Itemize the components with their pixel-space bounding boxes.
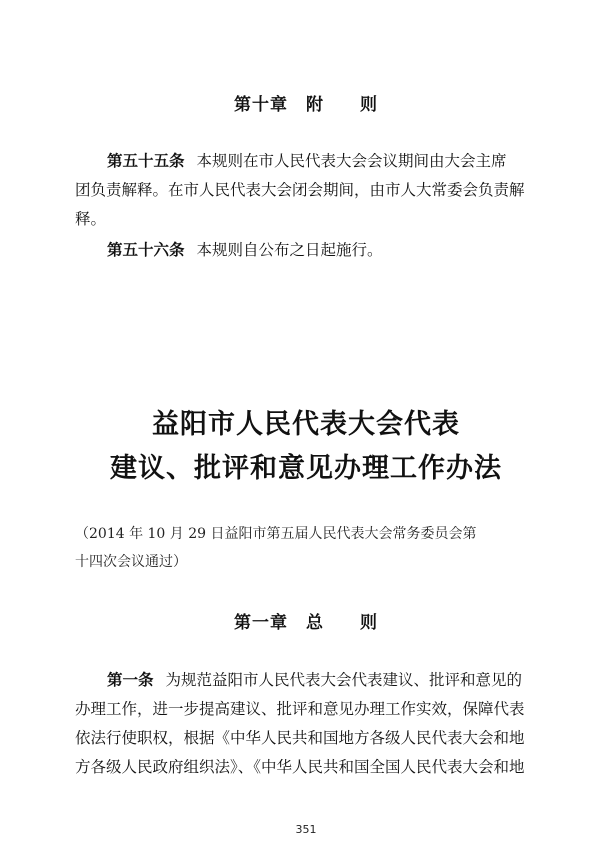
adoption-note [75,520,545,576]
chapter-1-heading: 第一章 总 则 [234,613,378,633]
adoption-note-line-1: （2014 年 10 月 29 日益阳市第五届人民代表大会常务委员会第 [75,526,477,542]
article-55-line-3: 释。 [75,210,107,228]
article-55 [75,147,537,234]
article-56-line-1 [107,236,537,265]
adoption-note-line-2: 十四次会议通过） [75,554,187,570]
document-title-line-2: 建议、批评和意见办理工作办法 [110,453,502,484]
article-1-line-3: 依法行使职权，根据《中华人民共和国地方各级人民代表大会和地 [75,729,525,747]
article-55-text-1: 本规则在市人民代表大会会议期间由大会主席 [196,152,507,170]
article-1-lead: 第一条 [107,671,154,689]
article-56 [107,236,537,265]
article-1 [75,666,537,782]
article-55-line-2: 团负责解释。在市人民代表大会闭会期间，由市人大常委会负责解 [75,181,525,199]
chapter-10-heading: 第十章 附 则 [234,95,378,115]
article-1-text-1: 为规范益阳市人民代表大会代表建议、批评和意见的 [165,671,523,689]
page-number: 351 [295,823,317,836]
article-1-line-1 [107,666,537,695]
article-55-lead: 第五十五条 [107,152,185,170]
article-1-line-2: 办理工作，进一步提高建议、批评和意见办理工作实效，保障代表 [75,700,525,718]
document-title-line-1: 益阳市人民代表大会代表 [152,409,460,440]
article-1-line-4: 方各级人民政府组织法》、《中华人民共和国全国人民代表大会和地 [75,758,525,776]
article-55-line-1 [107,147,537,176]
article-56-text-1: 本规则自公布之日起施行。 [196,241,383,259]
article-56-lead: 第五十六条 [107,241,185,259]
